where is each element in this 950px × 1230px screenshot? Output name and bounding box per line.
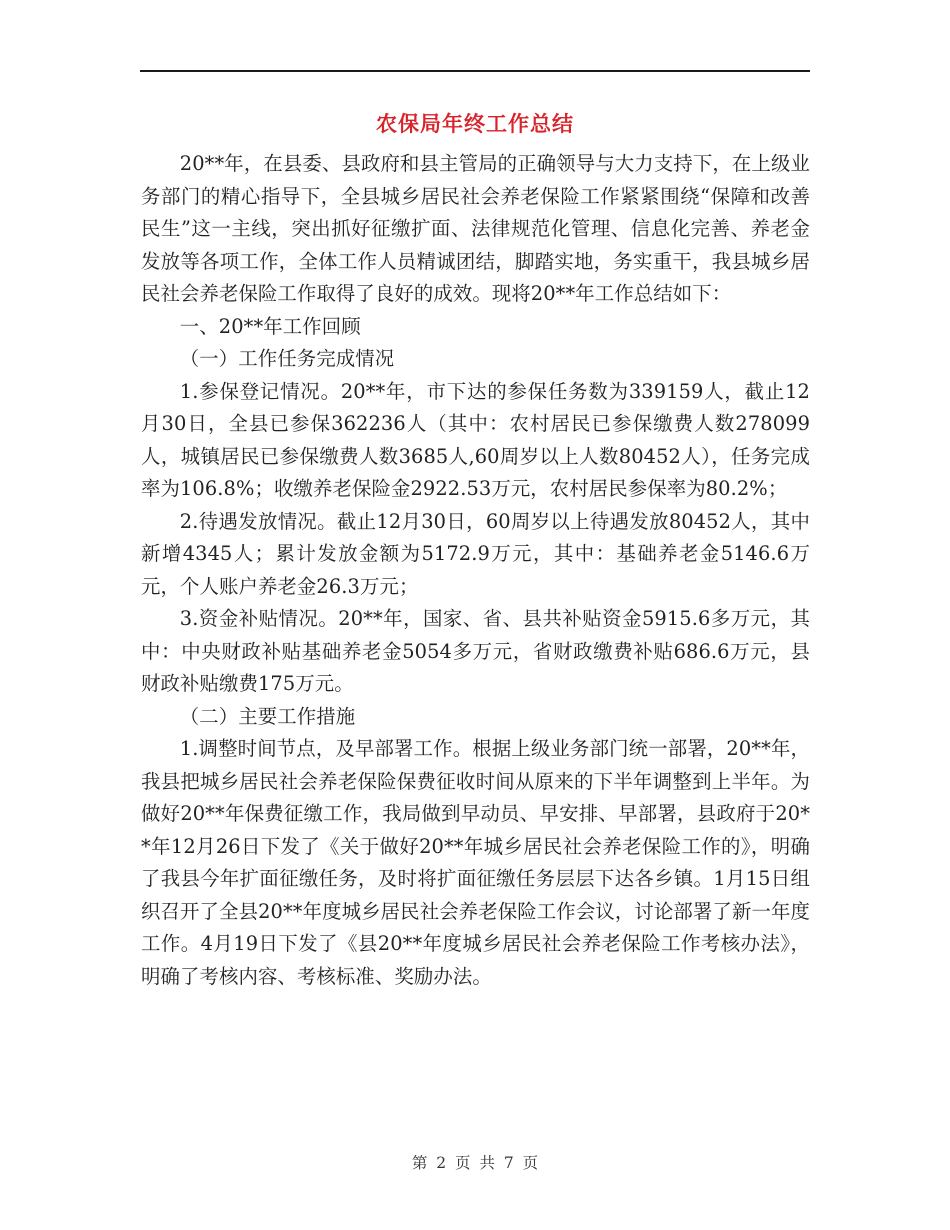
paragraph-subsidies: 3.资金补贴情况。20**年，国家、省、县共补贴资金5915.6多万元，其中：中央财政补贴基础养老金5054多万元，省财政缴费补贴686.6万元，县财政补贴缴费175万元。 [141,607,810,695]
section-heading-review: 一、20**年工作回顾 [179,314,361,338]
paragraph-enrollment: 1.参保登记情况。20**年，市下达的参保任务数为339159人，截止12月30日，全县已参保362236人（其中：农村居民已参保缴费人数278099人，城镇居民已参保缴费人数3685人,60周岁以上人数80452人），任务完成率为106.8%；收缴养老保险金2922.53万元，农村居民参保率为80.2%； [141,379,810,500]
paragraph-benefits: 2.待遇发放情况。截止12月30日，60周岁以上待遇发放80452人，其中新增4345人；累计发放金额为5172.9万元，其中：基础养老金5146.6万元，个人账户养老金26.3万元； [141,509,810,598]
header-rule [140,70,810,72]
paragraph-schedule: 1.调整时间节点，及早部署工作。根据上级业务部门统一部署，20**年，我县把城乡居民社会养老保险保费征收时间从原来的下半年调整到上半年。为做好20**年保费征缴工作，我局做到早动员、早安排、早部署，县政府于20**年12月26日下发了《关于做好20**年城乡居民社会养老保险工作的》，明确了我县今年扩面征缴任务，及时将扩面征缴任务层层下达各乡镇。1月15日组织召开了全县20**年度城乡居民社会养老保险工作会议，讨论部署了新一年度工作。4月19日下发了《县20**年度城乡居民社会养老保险工作考核办法》，明确了考核内容、考核标准、奖励办法。 [141,737,810,988]
intro-paragraph: 20**年，在县委、县政府和县主管局的正确领导与大力支持下，在上级业务部门的精心指导下，全县城乡居民社会养老保险工作紧紧围绕“保障和改善民生”这一主线，突出抓好征缴扩面、法律规范化管理、信息化完善、养老金发放等各项工作，全体工作人员精诚团结，脚踏实地，务实重干，我县城乡居民社会养老保险工作取得了良好的成效。现将20**年工作总结如下： [141,152,810,305]
page-number: 第 2 页 共 7 页 [411,1154,539,1172]
document-title: 农保局年终工作总结 [376,111,574,136]
document-body [141,148,810,993]
subsection-heading-measures: （二）主要工作措施 [179,704,356,728]
subsection-heading-tasks: （一）工作任务完成情况 [179,347,395,370]
